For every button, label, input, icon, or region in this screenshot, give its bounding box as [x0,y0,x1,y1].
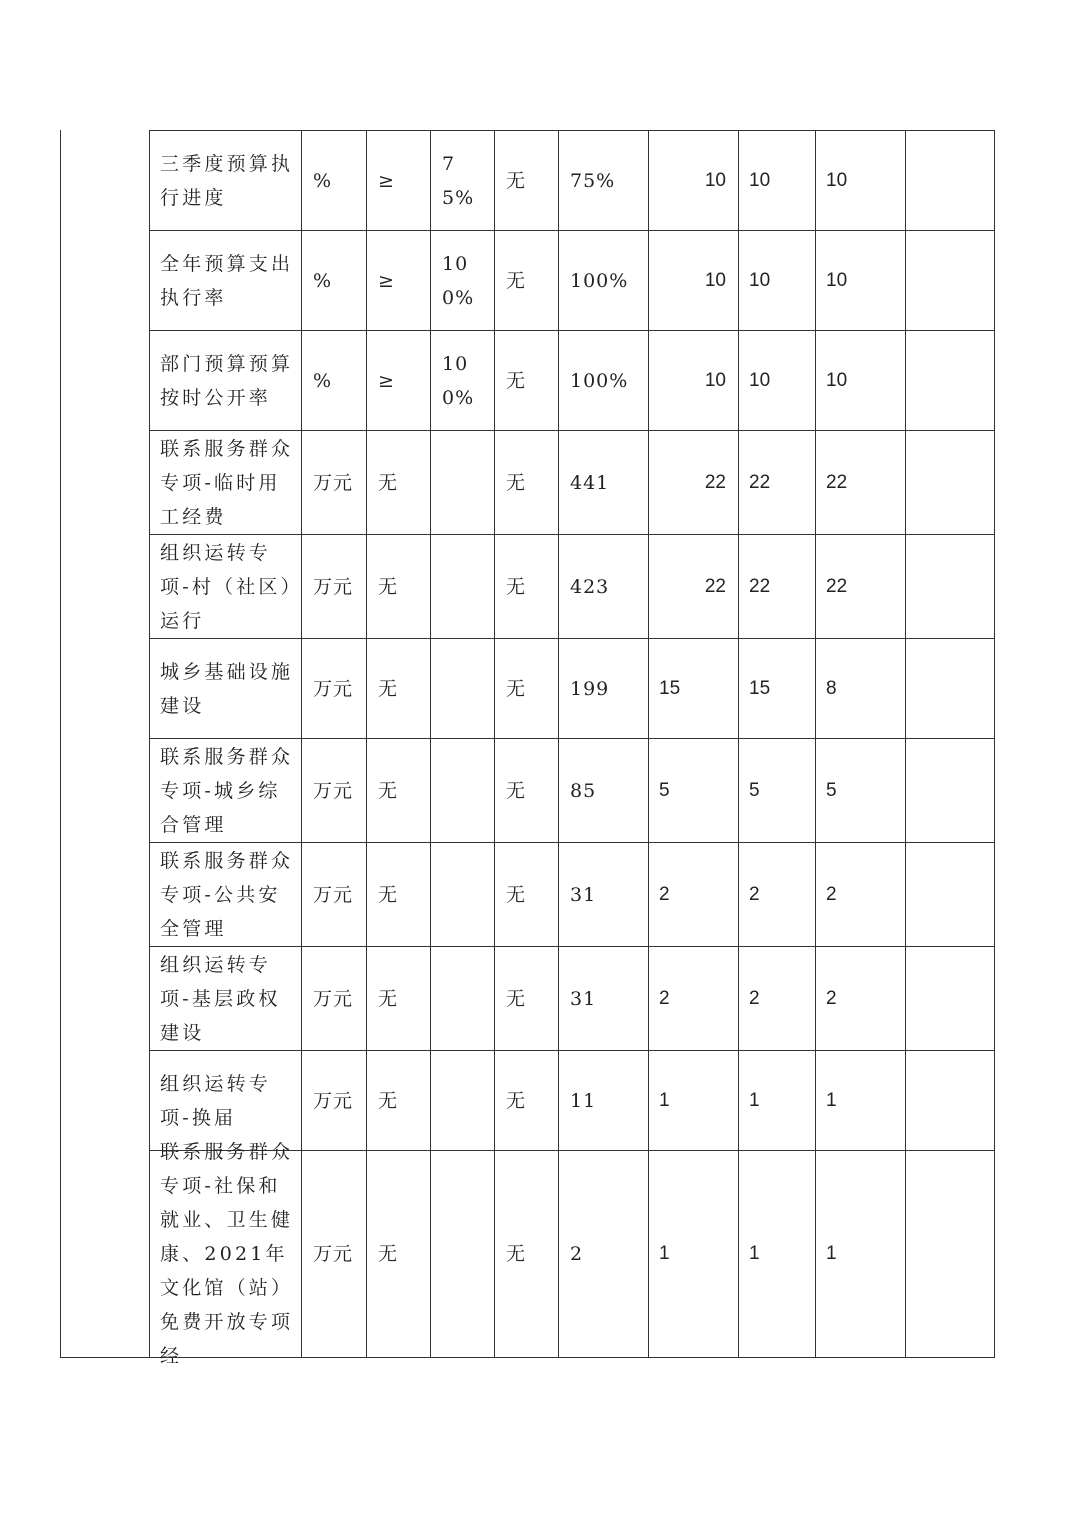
weight-score-cell-text: 2 [659,883,670,905]
reference-cell [495,739,558,842]
remarks-cell [906,131,994,230]
unit-cell-text: 万元 [313,779,354,802]
operator-cell [367,131,430,230]
score-cell-text: 22 [749,471,771,493]
remarks-cell [906,535,994,638]
target-value-cell [431,1051,494,1150]
indicator-name-cell [150,331,301,430]
indicator-name-cell [150,947,301,1050]
unit-cell-text: 万元 [313,575,354,598]
score-cell-text: 5 [749,779,760,801]
weight-score-cell-text: 10 [704,169,726,191]
weight-score-cell-text: 1 [659,1243,670,1264]
reference-cell [495,947,558,1050]
remarks-cell [906,639,994,738]
reference-cell [495,1051,558,1150]
unit-cell-text: 万元 [313,1089,354,1112]
operator-cell-text: 无 [378,575,399,598]
actual-value-cell [559,331,648,430]
actual-value-cell-text: 441 [570,471,610,494]
operator-cell [367,1051,430,1150]
score-cell-text: 10 [749,169,771,191]
target-value-cell [431,639,494,738]
actual-value-cell-text: 100% [570,269,629,292]
weight-score-cell [649,947,738,1050]
unit-cell [302,535,366,638]
score-cell-text: 10 [749,369,771,391]
unit-cell-text: % [313,169,333,192]
unit-cell-text: 万元 [313,1243,354,1265]
score-cell-text: 1 [749,1243,760,1264]
actual-value-cell [559,431,648,534]
weight-score-cell [649,131,738,230]
final-score-cell [816,131,905,230]
reference-cell-text: 无 [506,169,527,192]
operator-cell [367,843,430,946]
unit-cell [302,431,366,534]
final-score-cell [816,947,905,1050]
indicator-name-cell [150,1141,301,1367]
score-cell [739,1151,815,1357]
reference-cell [495,843,558,946]
operator-cell-text: 无 [378,987,399,1010]
unit-cell-text: 万元 [313,677,354,700]
indicator-name-cell-text: 三季度预算执行进度 [160,152,294,209]
score-cell-text: 2 [749,987,760,1009]
operator-cell-text: 无 [378,883,399,906]
reference-cell [495,331,558,430]
unit-cell-text: 万元 [313,471,354,494]
indicator-name-cell-text: 全年预算支出执行率 [160,252,294,309]
weight-score-cell-text: 2 [659,987,670,1009]
target-value-cell-text: 100% [442,252,475,309]
operator-cell [367,331,430,430]
remarks-cell [906,331,994,430]
operator-cell-text: ≥ [378,369,395,392]
indicator-name-cell-text: 组织运转专项-村（社区）运行 [160,541,294,632]
final-score-cell-text: 10 [826,269,848,291]
actual-value-cell-text: 100% [570,369,629,392]
weight-score-cell-text: 15 [659,677,681,699]
reference-cell-text: 无 [506,677,527,700]
unit-cell [302,639,366,738]
actual-value-cell-text: 2 [570,1243,584,1265]
weight-score-cell [649,231,738,330]
final-score-cell-text: 22 [826,471,848,493]
unit-cell-text: % [313,269,333,292]
score-cell-text: 15 [749,677,771,699]
actual-value-cell-text: 199 [570,677,610,700]
reference-cell [495,231,558,330]
operator-cell-text: 无 [378,677,399,700]
actual-value-cell [559,947,648,1050]
unit-cell-text: 万元 [313,883,354,906]
indicator-name-cell-text: 联系服务群众专项-城乡综合管理 [160,745,294,836]
reference-cell [495,535,558,638]
unit-cell [302,231,366,330]
weight-score-cell [649,1051,738,1150]
actual-value-cell [559,131,648,230]
final-score-cell [816,331,905,430]
remarks-cell [906,231,994,330]
score-cell [739,535,815,638]
operator-cell-text: 无 [378,779,399,802]
actual-value-cell [559,1051,648,1150]
reference-cell-text: 无 [506,1243,527,1265]
actual-value-cell-text: 31 [570,987,597,1010]
weight-score-cell-text: 22 [704,471,726,493]
grid-vline [994,130,995,1358]
target-value-cell [431,947,494,1050]
final-score-cell-text: 22 [826,575,848,597]
operator-cell [367,947,430,1050]
score-cell-text: 1 [749,1089,760,1111]
actual-value-cell [559,739,648,842]
target-value-cell [431,1151,494,1357]
operator-cell-text: ≥ [378,269,395,292]
target-value-cell-text: 100% [442,352,475,409]
operator-cell [367,231,430,330]
reference-cell-text: 无 [506,1089,527,1112]
operator-cell [367,639,430,738]
operator-cell [367,739,430,842]
remarks-cell [906,1051,994,1150]
reference-cell-text: 无 [506,369,527,392]
weight-score-cell-text: 1 [659,1089,670,1111]
target-value-cell [431,331,494,430]
weight-score-cell-text: 22 [704,575,726,597]
target-value-cell [431,843,494,946]
final-score-cell-text: 10 [826,369,848,391]
score-cell [739,639,815,738]
score-cell-text: 2 [749,883,760,905]
unit-cell-text: % [313,369,333,392]
actual-value-cell-text: 11 [570,1089,597,1112]
actual-value-cell-text: 75% [570,169,616,192]
final-score-cell-text: 10 [826,169,848,191]
operator-cell-text: 无 [378,1243,399,1265]
reference-cell [495,639,558,738]
unit-cell [302,1151,366,1357]
weight-score-cell [649,331,738,430]
final-score-cell-text: 1 [826,1089,837,1111]
remarks-cell [906,739,994,842]
indicator-name-cell-text: 城乡基础设施建设 [160,660,294,717]
weight-score-cell [649,535,738,638]
indicator-name-cell-text: 联系服务群众专项-临时用工经费 [160,437,294,528]
actual-value-cell [559,1151,648,1357]
final-score-cell [816,739,905,842]
unit-cell [302,947,366,1050]
final-score-cell [816,535,905,638]
remarks-cell [906,1151,994,1357]
reference-cell [495,431,558,534]
indicator-name-cell [150,231,301,330]
target-value-cell [431,739,494,842]
weight-score-cell [649,739,738,842]
final-score-cell-text: 8 [826,677,837,699]
actual-value-cell [559,535,648,638]
indicator-name-cell [150,739,301,842]
score-cell [739,331,815,430]
actual-value-cell [559,231,648,330]
final-score-cell-text: 1 [826,1243,837,1264]
actual-value-cell-text: 31 [570,883,597,906]
target-value-cell [431,535,494,638]
actual-value-cell-text: 85 [570,779,597,802]
score-cell-text: 22 [749,575,771,597]
remarks-cell [906,431,994,534]
weight-score-cell-text: 10 [704,269,726,291]
indicator-name-cell [150,535,301,638]
weight-score-cell [649,1151,738,1357]
weight-score-cell-text: 10 [704,369,726,391]
final-score-cell [816,431,905,534]
final-score-cell [816,231,905,330]
operator-cell-text: 无 [378,1089,399,1112]
score-cell [739,739,815,842]
indicator-name-cell [150,431,301,534]
final-score-cell [816,1051,905,1150]
indicator-name-cell [150,639,301,738]
score-cell [739,843,815,946]
final-score-cell-text: 2 [826,883,837,905]
indicator-name-cell [150,131,301,230]
reference-cell-text: 无 [506,575,527,598]
reference-cell-text: 无 [506,883,527,906]
operator-cell-text: ≥ [378,169,395,192]
reference-cell [495,1151,558,1357]
unit-cell [302,1051,366,1150]
remarks-cell [906,843,994,946]
indicator-name-cell-text: 组织运转专项-换届 [160,1072,272,1129]
target-value-cell [431,131,494,230]
indicator-name-cell-text: 组织运转专项-基层政权建设 [160,953,281,1044]
final-score-cell-text: 5 [826,779,837,801]
operator-cell [367,431,430,534]
unit-cell [302,739,366,842]
actual-value-cell [559,639,648,738]
reference-cell [495,131,558,230]
remarks-cell [906,947,994,1050]
operator-cell [367,1151,430,1357]
unit-cell [302,331,366,430]
indicator-name-cell-text: 联系服务群众专项-公共安全管理 [160,849,294,940]
indicator-name-cell-text: 联系服务群众专项-社保和就业、卫生健康、2021年文化馆（站）免费开放专项经 [160,1141,294,1367]
target-value-cell [431,431,494,534]
reference-cell-text: 无 [506,269,527,292]
grid-vline [60,130,61,1358]
actual-value-cell [559,843,648,946]
weight-score-cell [649,843,738,946]
final-score-cell [816,639,905,738]
unit-cell [302,131,366,230]
final-score-cell-text: 2 [826,987,837,1009]
operator-cell [367,535,430,638]
score-cell-text: 10 [749,269,771,291]
target-value-cell-text: 75% [442,152,475,209]
unit-cell [302,843,366,946]
score-cell [739,231,815,330]
reference-cell-text: 无 [506,987,527,1010]
score-cell [739,131,815,230]
final-score-cell [816,843,905,946]
reference-cell-text: 无 [506,471,527,494]
weight-score-cell [649,639,738,738]
weight-score-cell-text: 5 [659,779,670,801]
final-score-cell [816,1151,905,1357]
target-value-cell [431,231,494,330]
score-cell [739,947,815,1050]
operator-cell-text: 无 [378,471,399,494]
reference-cell-text: 无 [506,779,527,802]
indicator-name-cell-text: 部门预算预算按时公开率 [160,352,294,409]
weight-score-cell [649,431,738,534]
unit-cell-text: 万元 [313,987,354,1010]
score-cell [739,431,815,534]
actual-value-cell-text: 423 [570,575,610,598]
score-cell [739,1051,815,1150]
indicator-name-cell [150,843,301,946]
